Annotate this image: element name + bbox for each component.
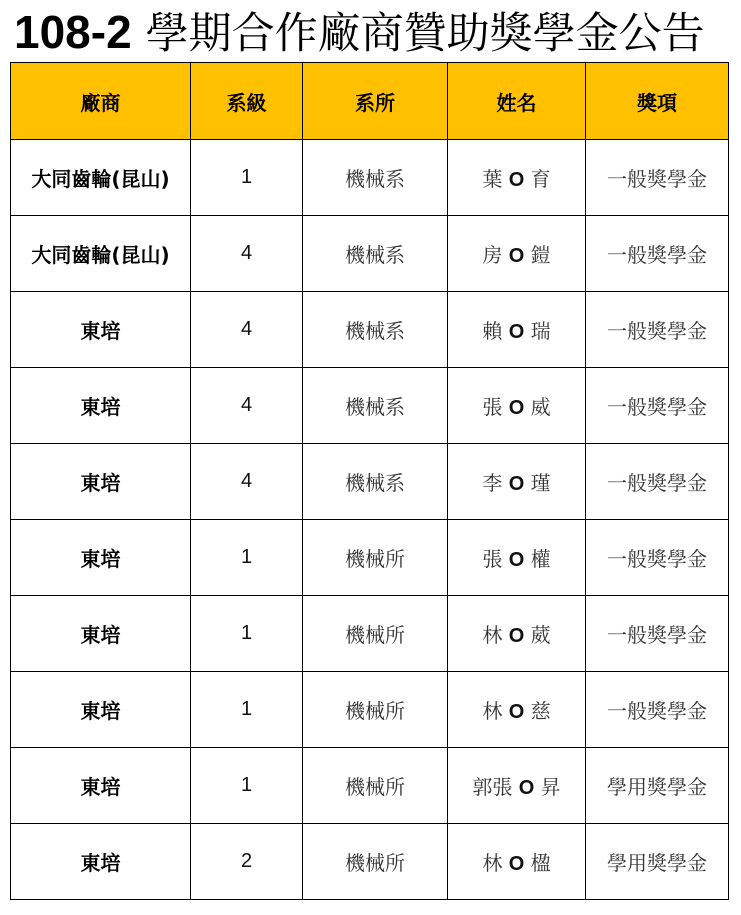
table-row	[11, 140, 729, 216]
vendor-cell: 東培	[11, 368, 191, 444]
table-row	[11, 520, 729, 596]
award-cell: 一般獎學金	[586, 444, 729, 520]
award-cell: 一般獎學金	[586, 596, 729, 672]
grade-cell: 1	[191, 672, 303, 748]
grade-cell: 4	[191, 444, 303, 520]
table-row	[11, 748, 729, 824]
grade-cell: 4	[191, 368, 303, 444]
table-row	[11, 216, 729, 292]
name-cell: 張 O 權	[448, 520, 586, 596]
dept-cell: 機械系	[303, 368, 448, 444]
page-title-text: 學期合作廠商贊助獎學金公告	[145, 9, 705, 59]
dept-cell: 機械系	[303, 216, 448, 292]
name-cell: 郭張 O 昇	[448, 748, 586, 824]
table-row	[11, 824, 729, 900]
dept-cell: 機械系	[303, 140, 448, 216]
award-cell: 一般獎學金	[586, 216, 729, 292]
name-cell: 房 O 鎧	[448, 216, 586, 292]
name-cell: 賴 O 瑞	[448, 292, 586, 368]
name-cell: 張 O 威	[448, 368, 586, 444]
vendor-cell: 東培	[11, 748, 191, 824]
award-cell: 學用獎學金	[586, 748, 729, 824]
dept-cell: 機械所	[303, 672, 448, 748]
name-cell: 林 O 慈	[448, 672, 586, 748]
dept-cell: 機械所	[303, 748, 448, 824]
column-header-grade: 系級	[191, 63, 303, 140]
grade-cell: 1	[191, 596, 303, 672]
table-row	[11, 292, 729, 368]
vendor-cell: 東培	[11, 292, 191, 368]
vendor-cell: 東培	[11, 824, 191, 900]
award-cell: 一般獎學金	[586, 368, 729, 444]
vendor-cell: 東培	[11, 444, 191, 520]
name-cell: 林 O 葳	[448, 596, 586, 672]
vendor-cell: 大同齒輪(昆山)	[11, 140, 191, 216]
grade-cell: 4	[191, 216, 303, 292]
dept-cell: 機械系	[303, 444, 448, 520]
vendor-cell: 大同齒輪(昆山)	[11, 216, 191, 292]
grade-cell: 1	[191, 748, 303, 824]
award-cell: 學用獎學金	[586, 824, 729, 900]
table-row	[11, 368, 729, 444]
table-row	[11, 444, 729, 520]
vendor-cell: 東培	[11, 596, 191, 672]
vendor-cell: 東培	[11, 520, 191, 596]
column-header-vendor: 廠商	[11, 63, 191, 140]
grade-cell: 4	[191, 292, 303, 368]
dept-cell: 機械所	[303, 520, 448, 596]
page-title	[14, 4, 705, 60]
page-title-term: 108-2	[14, 6, 132, 58]
scholarship-table	[10, 62, 729, 900]
grade-cell: 2	[191, 824, 303, 900]
award-cell: 一般獎學金	[586, 672, 729, 748]
column-header-dept: 系所	[303, 63, 448, 140]
award-cell: 一般獎學金	[586, 292, 729, 368]
table-row	[11, 596, 729, 672]
award-cell: 一般獎學金	[586, 520, 729, 596]
grade-cell: 1	[191, 520, 303, 596]
column-header-name: 姓名	[448, 63, 586, 140]
grade-cell: 1	[191, 140, 303, 216]
name-cell: 林 O 楹	[448, 824, 586, 900]
table-row	[11, 672, 729, 748]
dept-cell: 機械所	[303, 824, 448, 900]
dept-cell: 機械系	[303, 292, 448, 368]
column-header-award: 獎項	[586, 63, 729, 140]
name-cell: 葉 O 育	[448, 140, 586, 216]
award-cell: 一般獎學金	[586, 140, 729, 216]
table-header-row	[11, 63, 729, 140]
dept-cell: 機械所	[303, 596, 448, 672]
vendor-cell: 東培	[11, 672, 191, 748]
name-cell: 李 O 瑾	[448, 444, 586, 520]
